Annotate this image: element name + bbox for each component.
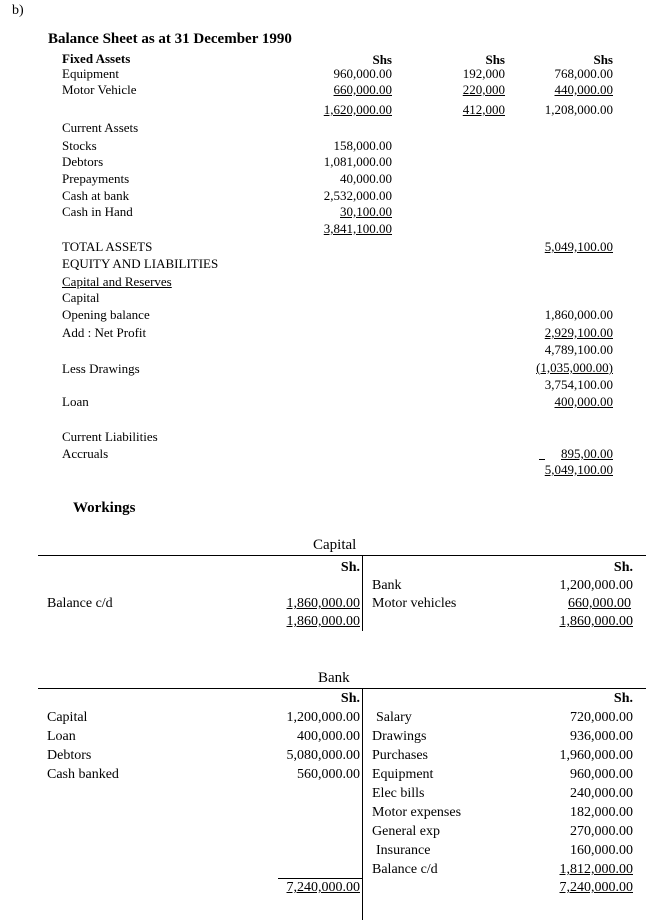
- capital-debit-total: 1,860,000.00: [286, 614, 360, 629]
- bank-account-divider: [362, 688, 363, 920]
- opening-balance-label: Opening balance: [62, 307, 150, 322]
- fixed-asset-label: Motor Vehicle: [62, 82, 137, 97]
- bank-credit-label: Drawings: [372, 729, 427, 744]
- balance-sheet-title: Balance Sheet as at 31 December 1990: [48, 31, 292, 47]
- equity-subtotal: 4,789,100.00: [544, 342, 613, 357]
- bank-debit-currency: Sh.: [340, 691, 360, 706]
- bank-credit-amount: 240,000.00: [570, 786, 633, 801]
- capital-credit-label: Motor vehicles: [372, 596, 457, 611]
- current-assets-heading: Current Assets: [62, 120, 139, 135]
- bank-debit-amount: 1,200,000.00: [286, 710, 360, 725]
- bank-credit-amount: 936,000.00: [570, 729, 633, 744]
- net-profit-label: Add : Net Profit: [62, 325, 147, 340]
- grand-total: 5,049,100.00: [544, 462, 613, 477]
- bank-credit-label: Equipment: [372, 767, 434, 782]
- capital-debit-currency: Sh.: [340, 560, 360, 575]
- bank-credit-label: Motor expenses: [372, 805, 462, 820]
- fixed-asset-nbv: 440,000.00: [554, 82, 613, 97]
- total-assets-label: TOTAL ASSETS: [62, 239, 153, 254]
- bank-debit-label: Capital: [47, 710, 88, 725]
- fixed-asset-cost: 960,000.00: [333, 66, 392, 81]
- current-assets-total: 3,841,100.00: [323, 221, 392, 236]
- capital-credit-currency: Sh.: [613, 560, 633, 575]
- current-asset-value: 2,532,000.00: [323, 188, 392, 203]
- current-asset-label: Cash in Hand: [62, 204, 133, 219]
- bank-credit-label: Balance c/d: [372, 862, 438, 877]
- loan-value: 400,000.00: [554, 394, 613, 409]
- accruals-value: 895,00.00: [561, 446, 613, 461]
- bank-credit-currency: Sh.: [613, 691, 633, 706]
- bank-debit-amount: 400,000.00: [297, 729, 360, 744]
- col-header-nbv: Shs: [593, 52, 613, 67]
- current-asset-label: Cash at bank: [62, 188, 130, 203]
- fixed-assets-total-nbv: 1,208,000.00: [544, 102, 613, 117]
- bank-credit-amount: 160,000.00: [570, 843, 633, 858]
- accruals-dash: [539, 459, 545, 460]
- bank-account-title: Bank: [318, 670, 350, 686]
- col-header-depreciation: Shs: [485, 52, 505, 67]
- current-asset-value: 40,000.00: [340, 171, 392, 186]
- bank-debit-label: Cash banked: [47, 767, 119, 782]
- capital-debit-label: Balance c/d: [47, 596, 113, 611]
- workings-title: Workings: [73, 500, 136, 516]
- current-asset-label: Debtors: [62, 154, 104, 169]
- bank-credit-amount: 1,812,000.00: [559, 862, 633, 877]
- fixed-asset-cost: 660,000.00: [333, 82, 392, 97]
- bank-credit-amount: 270,000.00: [570, 824, 633, 839]
- capital-account-title: Capital: [313, 537, 357, 553]
- capital-credit-label: Bank: [372, 578, 402, 593]
- bank-debit-amount: 5,080,000.00: [286, 748, 360, 763]
- fixed-assets-total-cost: 1,620,000.00: [323, 102, 392, 117]
- current-asset-value: 30,100.00: [340, 204, 392, 219]
- bank-credit-amount: 1,960,000.00: [559, 748, 633, 763]
- current-liabilities-heading: Current Liabilities: [62, 429, 158, 444]
- capital-account-divider: [362, 555, 363, 631]
- drawings-value: (1,035,000.00): [536, 360, 613, 375]
- col-header-cost: Shs: [372, 52, 392, 67]
- current-asset-value: 158,000.00: [333, 138, 392, 153]
- current-asset-label: Prepayments: [62, 171, 130, 186]
- capital-credit-total: 1,860,000.00: [559, 614, 633, 629]
- bank-credit-label: Insurance: [376, 843, 431, 858]
- total-assets-value: 5,049,100.00: [544, 239, 613, 254]
- equity-liabilities-heading: EQUITY AND LIABILITIES: [62, 256, 219, 271]
- bank-credit-label: General exp: [372, 824, 441, 839]
- bank-debit-total-rule: [278, 878, 362, 879]
- fixed-asset-depreciation: 220,000: [462, 82, 505, 97]
- capital-reserves-heading: Capital and Reserves: [62, 274, 172, 289]
- bank-credit-label: Salary: [376, 710, 412, 725]
- current-asset-value: 1,081,000.00: [323, 154, 392, 169]
- bank-debit-label: Debtors: [47, 748, 92, 763]
- bank-debit-label: Loan: [47, 729, 76, 744]
- drawings-label: Less Drawings: [62, 361, 140, 376]
- section-label: b): [12, 3, 24, 18]
- opening-balance-value: 1,860,000.00: [544, 307, 613, 322]
- fixed-asset-depreciation: 192,000: [462, 66, 505, 81]
- capital-debit-amount: 1,860,000.00: [286, 596, 360, 611]
- equity-after-drawings: 3,754,100.00: [544, 377, 613, 392]
- bank-credit-amount: 960,000.00: [570, 767, 633, 782]
- capital-label: Capital: [62, 290, 100, 305]
- bank-credit-label: Purchases: [372, 748, 428, 763]
- loan-label: Loan: [62, 394, 89, 409]
- fixed-asset-nbv: 768,000.00: [554, 66, 613, 81]
- accruals-label: Accruals: [62, 446, 109, 461]
- fixed-assets-heading: Fixed Assets: [62, 51, 131, 66]
- bank-credit-total: 7,240,000.00: [559, 880, 633, 895]
- capital-account-rule: [38, 555, 646, 556]
- net-profit-value: 2,929,100.00: [544, 325, 613, 340]
- fixed-assets-total-depreciation: 412,000: [462, 102, 505, 117]
- bank-credit-amount: 182,000.00: [570, 805, 633, 820]
- bank-debit-amount: 560,000.00: [297, 767, 360, 782]
- capital-credit-amount: 1,200,000.00: [559, 578, 633, 593]
- fixed-asset-label: Equipment: [62, 66, 120, 81]
- bank-account-rule: [38, 688, 646, 689]
- bank-credit-label: Elec bills: [372, 786, 425, 801]
- current-asset-label: Stocks: [62, 138, 97, 153]
- bank-debit-total: 7,240,000.00: [286, 880, 360, 895]
- bank-credit-amount: 720,000.00: [570, 710, 633, 725]
- capital-credit-amount: 660,000.00: [568, 596, 631, 611]
